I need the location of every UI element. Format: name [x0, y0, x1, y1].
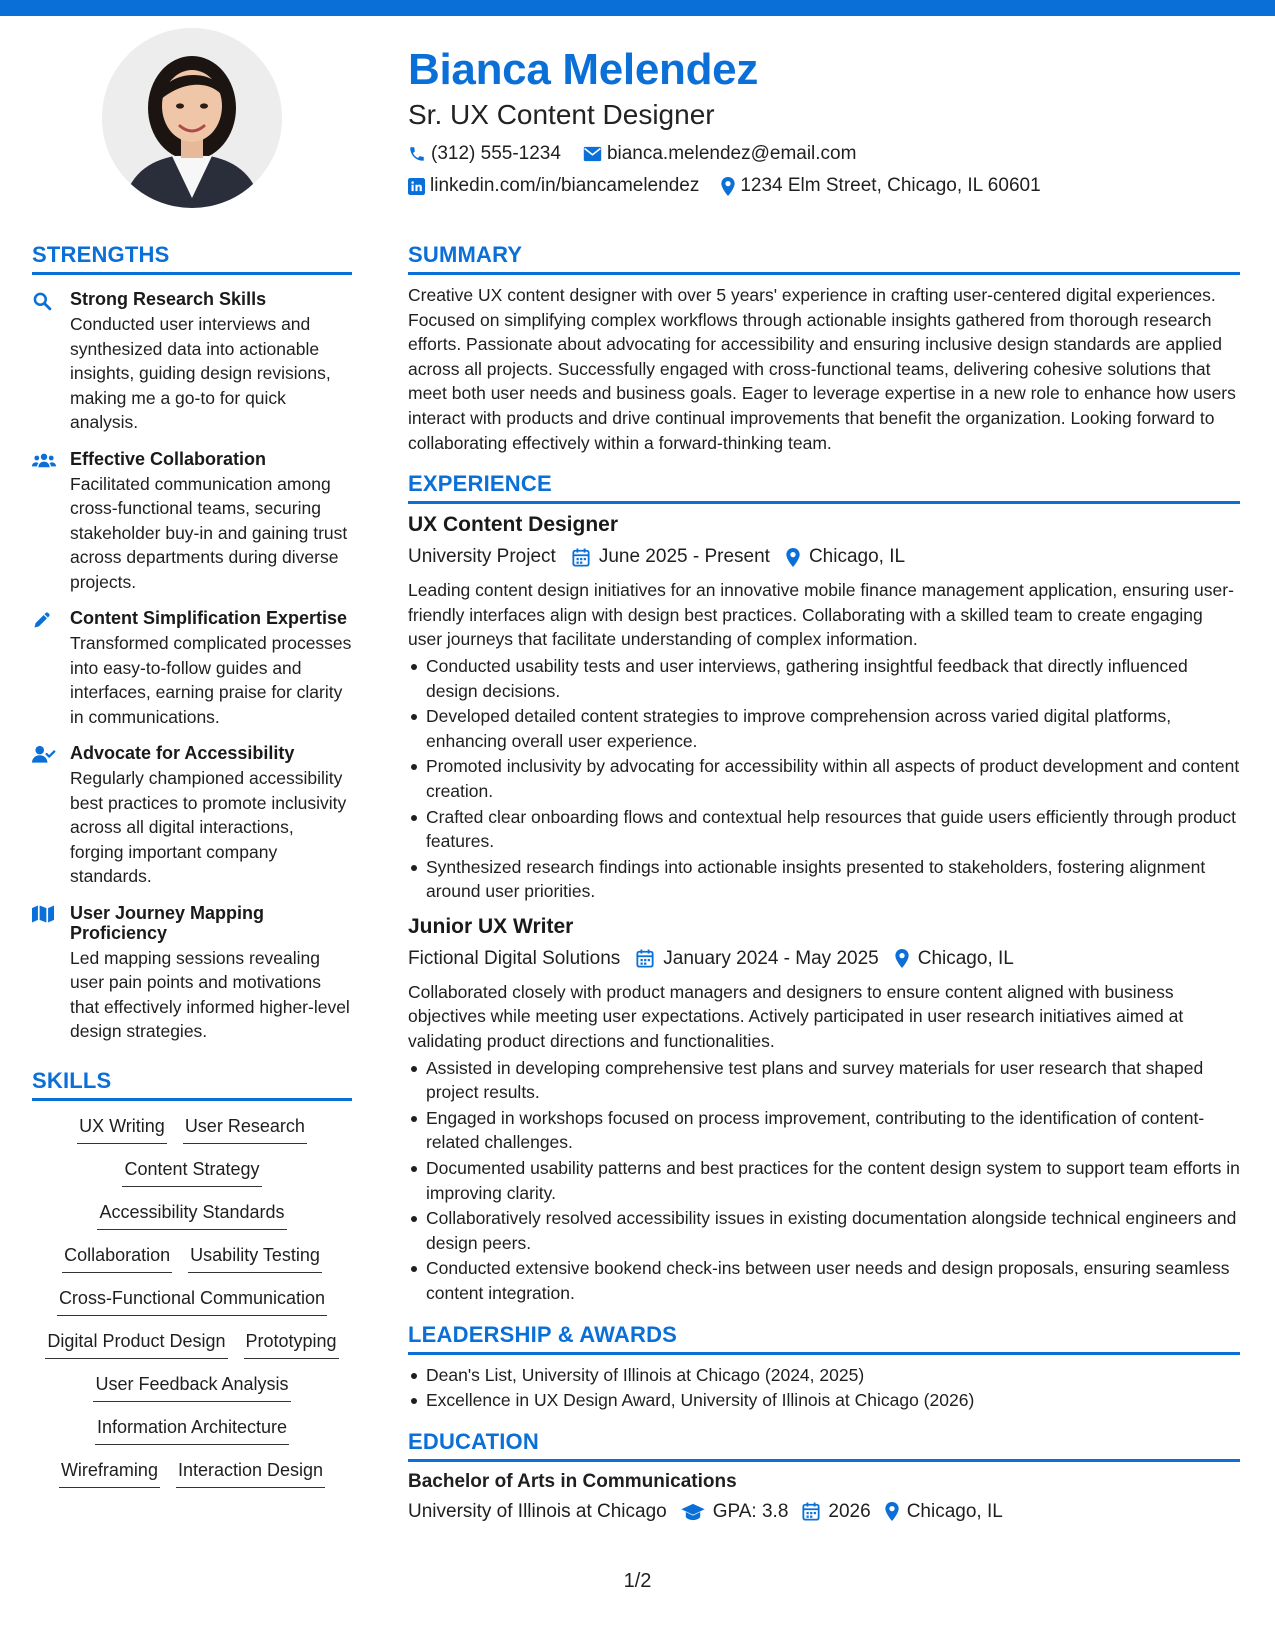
edu-meta [408, 1499, 1240, 1525]
strength-item [32, 903, 352, 1044]
skills-list [32, 1113, 352, 1488]
strength-name: User Journey Mapping Proficiency [70, 902, 265, 943]
graduation-cap-icon [681, 1503, 705, 1521]
strength-name: Effective Collaboration [70, 448, 267, 469]
strength-name: Content Simplification Expertise [70, 608, 348, 628]
education-heading: EDUCATION [408, 1427, 1240, 1462]
left-column [32, 240, 352, 1488]
strength-item [32, 743, 352, 889]
education-section [408, 1427, 1240, 1525]
skill-row [32, 1285, 352, 1316]
edu-degree: Bachelor of Arts in Communications [408, 1470, 737, 1492]
leadership-list [408, 1363, 1240, 1413]
contact-row-1 [408, 142, 1238, 166]
list-item: Collaboratively resolved accessibility issues in existing documentation alongside technical engineers and design peers. [408, 1206, 1240, 1255]
skill-row [32, 1242, 352, 1273]
calendar-icon [636, 949, 654, 968]
job-location-item [786, 544, 905, 570]
strength-desc: Regularly championed accessibility best practices to promote inclusivity across all digital interactions, forging important company standards. [70, 768, 347, 886]
job-company: University Project [408, 546, 556, 568]
edu-year: 2026 [828, 1500, 871, 1522]
job-role: UX Content Designer [408, 513, 619, 537]
list-item: Crafted clear onboarding flows and contextual help resources that guide users efficiently through product features. [408, 805, 1240, 854]
map-icon [32, 905, 54, 923]
list-item: Conducted usability tests and user interviews, gathering insightful feedback that directly influenced design decisions. [408, 654, 1240, 703]
job-dates-item [572, 544, 770, 570]
list-item: Dean's List, University of Illinois at Chicago (2024, 2025) [408, 1363, 1240, 1388]
skill-row [32, 1414, 352, 1445]
strength-name: Strong Research Skills [70, 289, 267, 309]
candidate-title: Sr. UX Content Designer [408, 99, 715, 130]
email-text[interactable]: bianca.melendez@email.com [606, 143, 857, 164]
skill-row [32, 1328, 352, 1359]
location-pin-icon [895, 949, 909, 968]
job-dates: January 2024 - May 2025 [663, 947, 879, 969]
list-item: Assisted in developing comprehensive test plans and survey materials for user research that shaped project results. [408, 1056, 1240, 1105]
phone-icon [408, 145, 426, 163]
edu-location-item [885, 1499, 1003, 1525]
skill-tag: UX Writing [77, 1113, 167, 1144]
list-item: Documented usability patterns and best practices for the content design system to support team efforts in improving clarity. [408, 1156, 1240, 1205]
list-item: Conducted extensive bookend check-ins between user needs and design proposals, ensuring seamless content integration. [408, 1256, 1240, 1305]
list-item: Developed detailed content strategies to improve comprehension across varied digital platforms, enhancing overall user experience. [408, 704, 1240, 753]
experience-section [408, 469, 1240, 1305]
candidate-name: Bianca Melendez [408, 45, 759, 94]
strength-desc: Transformed complicated processes into easy-to-follow guides and interfaces, earning praise for clarity in communications. [70, 633, 352, 727]
job-meta [408, 946, 1240, 972]
address-text: 1234 Elm Street, Chicago, IL 60601 [740, 175, 1041, 196]
edu-school: University of Illinois at Chicago [408, 1500, 667, 1522]
skill-tag: Collaboration [62, 1242, 172, 1273]
location-pin-icon [885, 1502, 899, 1521]
job-entry [408, 914, 1240, 1306]
leadership-heading: LEADERSHIP & AWARDS [408, 1320, 1240, 1355]
linkedin-text[interactable]: linkedin.com/in/biancamelendez [430, 175, 700, 196]
job-dates: June 2025 - Present [598, 546, 770, 568]
contact-address [721, 175, 1040, 197]
skill-row [32, 1113, 352, 1144]
skill-tag: Digital Product Design [45, 1328, 227, 1359]
strength-desc: Conducted user interviews and synthesized data into actionable insights, guiding design revisions, making me a go-to for quick analysis. [70, 314, 331, 432]
calendar-icon [802, 1502, 820, 1521]
skill-tag: User Feedback Analysis [93, 1371, 290, 1402]
list-item: Excellence in UX Design Award, University of Illinois at Chicago (2026) [408, 1388, 1240, 1413]
resume-header [408, 40, 1238, 198]
skills-heading: SKILLS [32, 1066, 352, 1101]
user-check-icon [32, 745, 56, 763]
job-entry [408, 512, 1240, 904]
top-accent-bar [0, 0, 1275, 16]
pencil-icon [32, 610, 52, 630]
skill-tag: Wireframing [59, 1457, 160, 1488]
contact-linkedin[interactable] [408, 175, 699, 197]
edu-school-item [408, 1499, 667, 1525]
linkedin-icon [408, 178, 425, 195]
skill-tag: User Research [183, 1113, 307, 1144]
location-pin-icon [786, 548, 800, 567]
job-meta [408, 544, 1240, 570]
strength-item [32, 289, 352, 435]
skill-row [32, 1199, 352, 1230]
strength-name: Advocate for Accessibility [70, 743, 295, 763]
summary-text: Creative UX content designer with over 5 years' experience in crafting user-centered digital experiences. Focused on simplifying complex workflows through actionable insights gathered from thorough research efforts. Passionate about advocating for accessibility and ensuring inclusive design standards are applied across all projects. Successfully engaged with cross-functional teams, delivering cohesive solutions that meet both user needs and business goals. Eager to leverage expertise in a new role to enhance how users interact with products and drive continual improvements that benefit the organization. Looking forward to collaborating effectively within a forward-thinking team. [408, 285, 1236, 453]
skill-tag: Usability Testing [188, 1242, 322, 1273]
skill-tag: Cross-Functional Communication [57, 1285, 327, 1316]
contact-phone [408, 143, 561, 165]
experience-heading: EXPERIENCE [408, 469, 1240, 504]
users-icon [32, 451, 56, 469]
job-bullets [408, 1056, 1240, 1306]
job-location-item [895, 946, 1014, 972]
strength-item [32, 608, 352, 729]
list-item: Synthesized research findings into actionable insights presented to stakeholders, fostering alignment around user priorities. [408, 855, 1240, 904]
contact-email[interactable] [583, 143, 857, 165]
skill-row [32, 1156, 352, 1187]
job-description: Collaborated closely with product managers and designers to ensure content aligned with business objectives while meeting user expectations. Actively participated in user research initiatives aimed at validating product directions and functionalities. [408, 981, 1184, 1052]
job-dates-item [636, 946, 878, 972]
summary-heading: SUMMARY [408, 240, 1240, 275]
list-item: Promoted inclusivity by advocating for accessibility within all aspects of product development and content creation. [408, 754, 1240, 803]
strength-desc: Led mapping sessions revealing user pain points and motivations that effectively informed higher-level design strategies. [70, 947, 350, 1041]
edu-year-item [802, 1499, 870, 1525]
leadership-section [408, 1320, 1240, 1413]
skill-tag: Information Architecture [95, 1414, 289, 1445]
right-column [408, 240, 1240, 1525]
phone-text: (312) 555-1234 [431, 143, 561, 164]
search-icon [32, 291, 52, 311]
job-description: Leading content design initiatives for an innovative mobile finance management application, ensuring user-friendly interfaces align with design best practices. Collaborating with a skilled team to create engaging user journeys that facilitate understanding of complex information. [408, 580, 1234, 650]
edu-gpa: GPA: 3.8 [712, 1500, 789, 1522]
strength-item [32, 449, 352, 595]
job-company: Fictional Digital Solutions [408, 947, 621, 969]
skill-tag: Interaction Design [176, 1457, 325, 1488]
page-number: 1/2 [623, 1570, 652, 1592]
calendar-icon [572, 548, 590, 567]
envelope-icon [583, 146, 602, 162]
location-pin-icon [721, 177, 735, 196]
job-location: Chicago, IL [917, 947, 1014, 969]
profile-photo [102, 28, 282, 208]
skill-tag: Accessibility Standards [97, 1199, 286, 1230]
skill-row [32, 1457, 352, 1488]
edu-location: Chicago, IL [906, 1500, 1003, 1522]
strengths-heading: STRENGTHS [32, 240, 352, 275]
skill-row [32, 1371, 352, 1402]
job-location: Chicago, IL [808, 546, 906, 568]
skill-tag: Prototyping [244, 1328, 339, 1359]
list-item: Engaged in workshops focused on process improvement, contributing to the identification of content-related challenges. [408, 1106, 1240, 1155]
contact-row-2 [408, 174, 1238, 198]
job-role: Junior UX Writer [408, 914, 574, 938]
job-bullets [408, 654, 1240, 904]
strength-desc: Facilitated communication among cross-functional teams, securing stakeholder buy-in and gaining trust across departments during diverse projects. [70, 473, 348, 592]
edu-gpa-item [681, 1499, 789, 1525]
skill-tag: Content Strategy [122, 1156, 261, 1187]
